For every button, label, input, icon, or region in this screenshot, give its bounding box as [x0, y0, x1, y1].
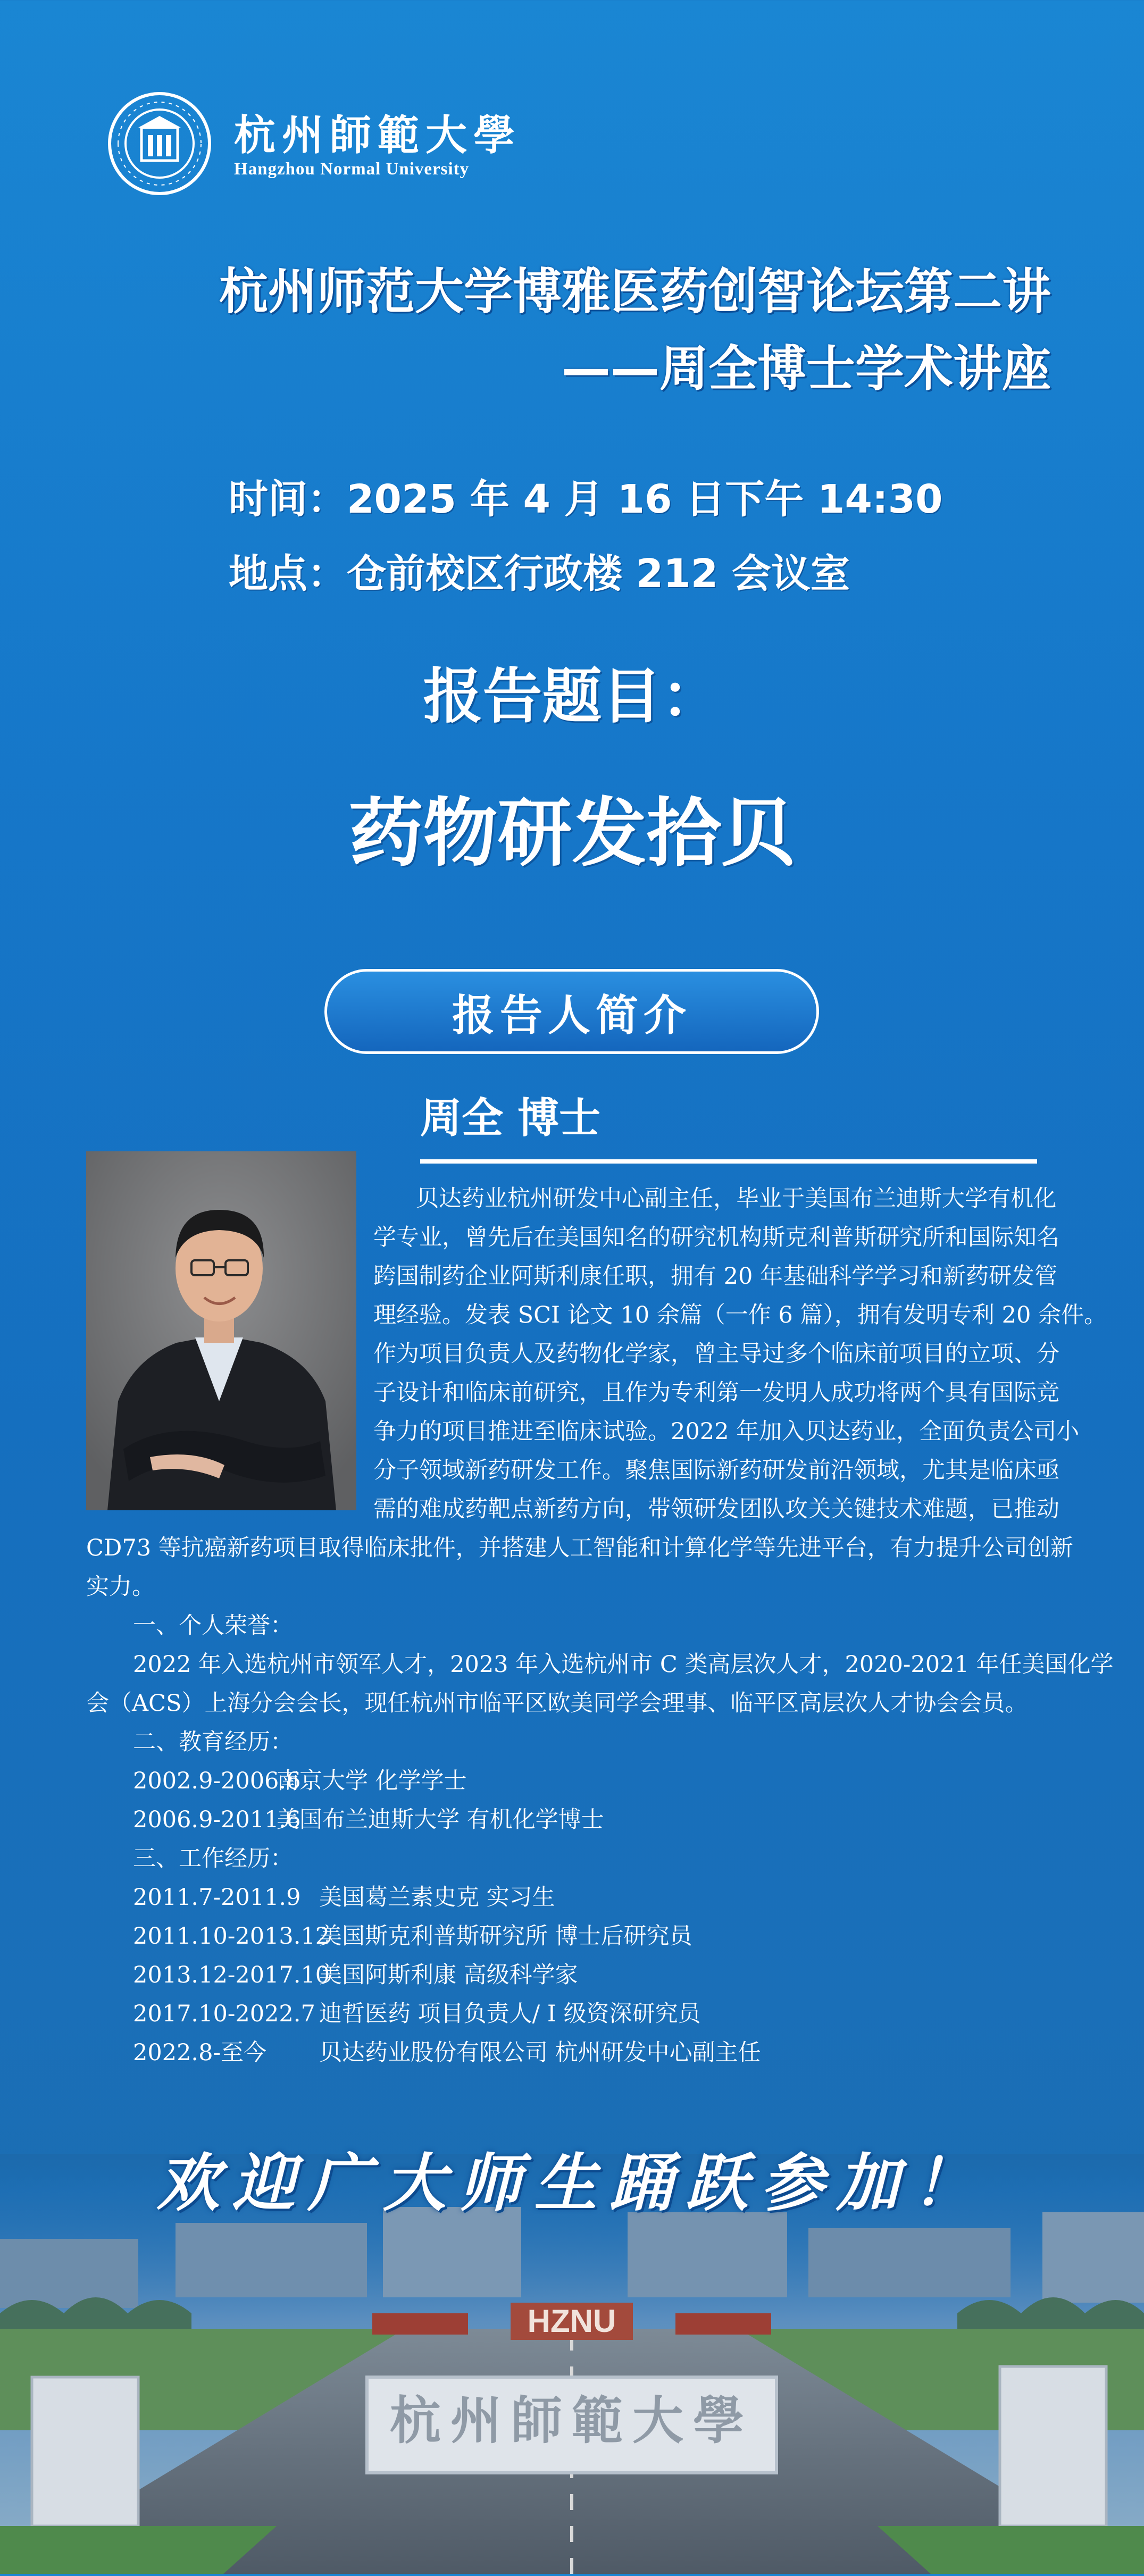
work-period: 2013.12-2017.10 [133, 1962, 330, 1988]
speaker-bio [86, 1180, 1114, 2072]
bio-line: 分子领域新药研发工作。聚焦国际新药研发前沿领域，尤其是临床亟 [373, 1457, 1059, 1484]
work-row [86, 1878, 1054, 1917]
university-name-en: Hangzhou Normal University [234, 160, 470, 179]
work-period: 2011.10-2013.12 [133, 1923, 330, 1950]
work-row [86, 2034, 1054, 2072]
work-heading: 三、工作经历： [133, 1845, 293, 1872]
bio-line: CD73 等抗癌新药项目取得临床批件，并搭建人工智能和计算化学等先进平台，有力提升公司创新 [86, 1535, 1073, 1561]
work-period: 2017.10-2022.7 [133, 2001, 315, 2027]
speaker-intro-heading: 报告人简介 [324, 969, 819, 1054]
bio-line: 需的难成药靶点新药方向，带领研发团队攻关关键技术难题，已推动 [373, 1496, 1059, 1523]
honors-heading: 一、个人荣誉： [133, 1612, 293, 1639]
speaker-name: 周全 博士 [420, 1094, 601, 1142]
honors-line: 会（ACS）上海分会会长，现任杭州市临平区欧美同学会理事、临平区高层次人才协会会员。 [86, 1690, 1028, 1717]
bio-line: 子设计和临床前研究，且作为专利第一发明人成功将两个具有国际竞 [373, 1379, 1059, 1406]
work-row [86, 1995, 1054, 2034]
work-row [86, 1917, 1054, 1956]
education-period: 2006.9-2011.6 [133, 1806, 301, 1833]
event-title-line2: ——周全博士学术讲座 [561, 340, 1051, 397]
event-title-line1: 杭州师范大学博雅医药创智论坛第二讲 [219, 263, 1051, 320]
university-name-cn: 杭州師範大學 [234, 111, 522, 160]
work-row [86, 1956, 1054, 1995]
bio-line: 实力。 [86, 1574, 155, 1600]
divider [420, 1159, 1037, 1164]
report-label: 报告题目： [423, 662, 721, 731]
education-detail: 南京大学 化学学士 [277, 1768, 467, 1794]
education-row [86, 1762, 1054, 1801]
education-heading: 二、教育经历： [133, 1729, 293, 1755]
work-detail: 美国葛兰素史克 实习生 [319, 1884, 555, 1911]
work-detail: 美国斯克利普斯研究所 博士后研究员 [319, 1923, 692, 1950]
work-period: 2011.7-2011.9 [133, 1884, 301, 1911]
education-row [86, 1801, 1054, 1839]
education-detail: 美国布兰迪斯大学 有机化学博士 [277, 1806, 604, 1833]
bio-line: 跨国制药企业阿斯利康任职，拥有 20 年基础科学学习和新药研发管 [373, 1263, 1058, 1290]
honors-line: 2022 年入选杭州市领军人才，2023 年入选杭州市 C 类高层次人才，2020-2021 年任美国化学 [133, 1651, 1114, 1678]
work-detail: 美国阿斯利康 高级科学家 [319, 1962, 578, 1988]
gate-stone-text: 杭州師範大學 [390, 2390, 754, 2450]
work-period: 2022.8-至今 [133, 2039, 266, 2066]
gate-sign-text: HZNU [527, 2303, 616, 2339]
work-detail: 迪哲医药 项目负责人/ I 级资深研究员 [319, 2001, 701, 2027]
university-logo [106, 90, 213, 197]
bio-line: 贝达药业杭州研发中心副主任，毕业于美国布兰迪斯大学有机化 [416, 1185, 1056, 1212]
university-seal-icon [106, 90, 213, 197]
welcome-banner: 欢迎广大师生踊跃参加！ [156, 2146, 988, 2220]
bio-line: 作为项目负责人及药物化学家，曾主导过多个临床前项目的立项、分 [373, 1341, 1059, 1367]
bio-line: 学专业，曾先后在美国知名的研究机构斯克利普斯研究所和国际知名 [373, 1224, 1059, 1251]
event-time: 时间：2025 年 4 月 16 日下午 14:30 [229, 476, 943, 522]
bio-line: 争力的项目推进至临床试验。2022 年加入贝达药业，全面负责公司小 [373, 1418, 1080, 1445]
report-title: 药物研发拾贝 [348, 790, 796, 877]
bio-line: 理经验。发表 SCI 论文 10 余篇（一作 6 篇），拥有发明专利 20 余件。 [373, 1302, 1107, 1328]
event-place: 地点：仓前校区行政楼 212 会议室 [229, 551, 850, 597]
work-detail: 贝达药业股份有限公司 杭州研发中心副主任 [319, 2039, 761, 2066]
education-period: 2002.9-2006.6 [133, 1768, 301, 1794]
